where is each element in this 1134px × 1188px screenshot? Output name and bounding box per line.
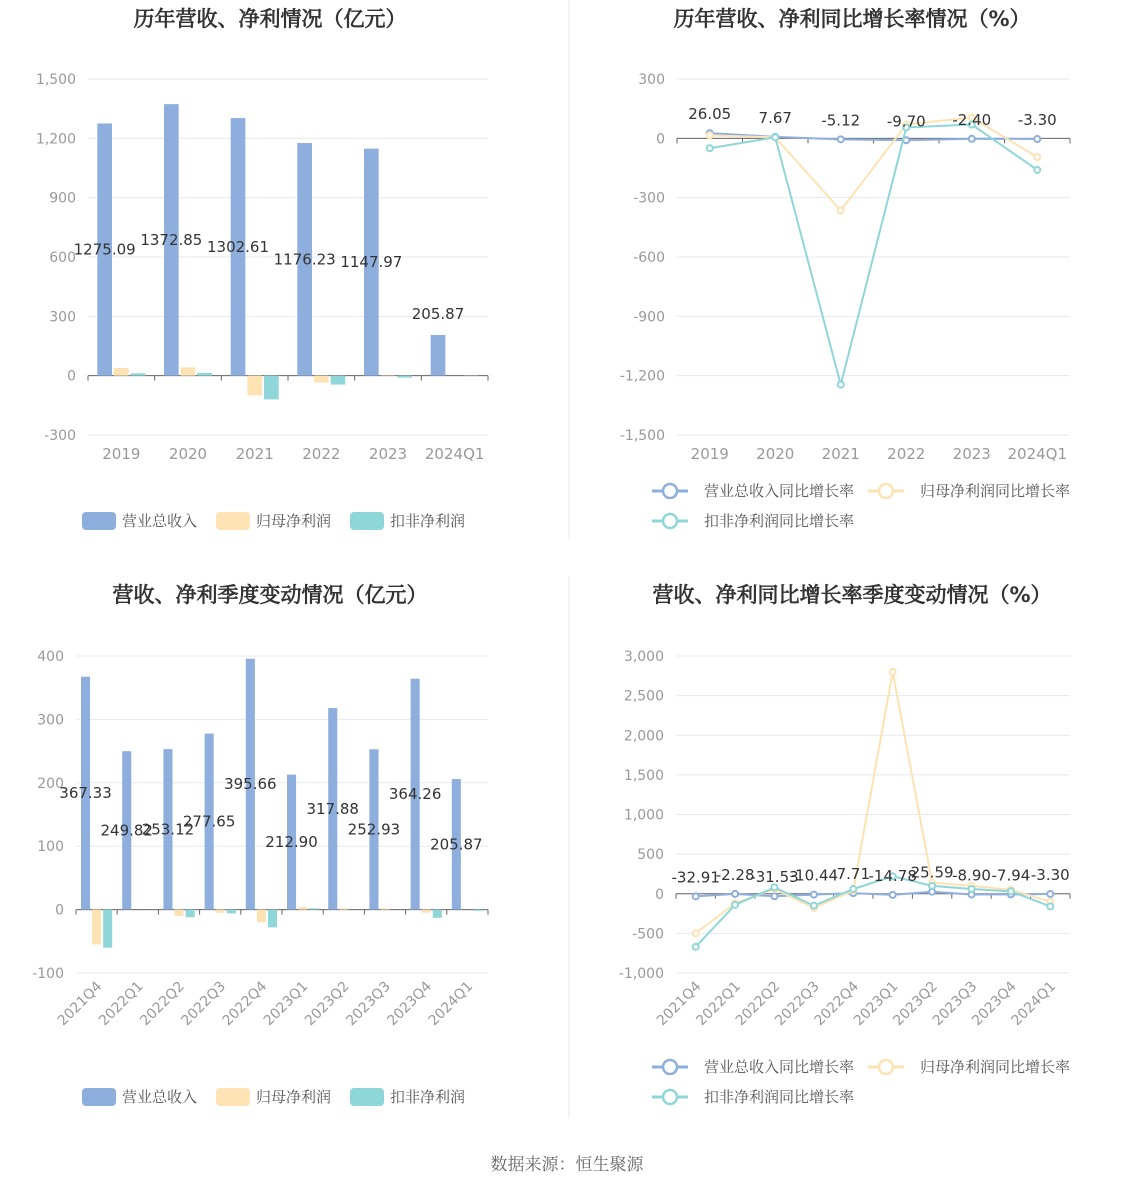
x-tick-label: 2023Q2 <box>302 978 353 1030</box>
y-tick-label: -1,000 <box>618 966 664 982</box>
x-tick-label: 2023Q1 <box>850 978 902 1030</box>
y-tick-label: 2,500 <box>623 688 664 705</box>
series-line <box>696 876 1051 947</box>
bar <box>92 910 101 945</box>
y-tick-label: 100 <box>37 839 64 856</box>
series-point <box>969 136 975 142</box>
y-tick-label: 300 <box>37 712 64 729</box>
series-point <box>1047 903 1053 909</box>
legend-label: 扣非净利润 <box>390 512 466 530</box>
y-tick-label: 0 <box>55 902 64 919</box>
legend-label: 扣非净利润同比增长率 <box>704 512 855 530</box>
y-tick-label: 0 <box>655 886 664 903</box>
x-tick-label: 2023Q4 <box>969 978 1020 1030</box>
bar <box>216 910 225 913</box>
y-tick-label: 900 <box>49 190 76 207</box>
series-point <box>929 883 935 889</box>
chart-title: 营收、净利季度变动情况（亿元） <box>112 583 428 607</box>
x-tick-label: 2023Q2 <box>890 978 941 1030</box>
point-value-label: -9.70 <box>886 112 926 131</box>
y-tick-label: 300 <box>49 309 76 326</box>
bar <box>380 908 389 909</box>
series-point <box>838 382 844 388</box>
x-tick-label: 2024Q1 <box>424 445 485 463</box>
data-source: 数据来源：恒生聚源 <box>490 1155 644 1175</box>
point-value-label: -10.44 <box>789 866 839 885</box>
y-tick-label: 0 <box>67 368 76 385</box>
bar <box>397 376 412 378</box>
x-tick-label: 2022Q4 <box>811 978 863 1030</box>
series-point <box>890 892 896 898</box>
bar-value-label: 205.87 <box>430 835 483 854</box>
bar <box>474 910 483 911</box>
point-value-label: -5.12 <box>821 111 861 130</box>
bar <box>268 910 277 928</box>
bar-value-label: 277.65 <box>182 812 236 831</box>
bar-value-label: 1147.97 <box>340 253 403 272</box>
x-tick-label: 2023 <box>368 445 408 463</box>
bar <box>186 910 195 918</box>
y-tick-label: 0 <box>656 131 665 148</box>
series-point <box>1034 167 1040 173</box>
point-value-label: 7.67 <box>758 108 792 127</box>
series-point <box>850 886 856 892</box>
y-tick-label: 1,200 <box>35 131 76 148</box>
legend-label: 营业总收入同比增长率 <box>704 482 855 500</box>
x-tick-label: 2021 <box>235 445 274 463</box>
bar <box>131 373 146 375</box>
point-value-label: -7.94 <box>991 866 1031 885</box>
legend-swatch <box>879 484 893 498</box>
legend-label: 归母净利润同比增长率 <box>920 482 1071 500</box>
legend-swatch <box>216 512 250 530</box>
x-tick-label: 2024Q1 <box>425 978 477 1030</box>
y-tick-label: -1,500 <box>619 428 665 444</box>
legend-swatch <box>350 1088 384 1106</box>
bar <box>181 367 196 375</box>
y-tick-label: 600 <box>49 250 76 266</box>
y-tick-label: -500 <box>632 926 664 943</box>
bar <box>331 376 346 385</box>
series-point <box>693 930 699 936</box>
x-tick-label: 2022 <box>302 445 341 463</box>
bar-value-label: 249.82 <box>100 821 153 840</box>
series-point <box>1034 136 1040 142</box>
legend-swatch <box>663 484 677 498</box>
legend-label: 扣非净利润同比增长率 <box>704 1088 855 1106</box>
bar-value-label: 1275.09 <box>73 240 136 259</box>
x-tick-label: 2022Q2 <box>137 978 188 1030</box>
bar-value-label: 1302.61 <box>206 237 270 256</box>
x-tick-label: 2024Q1 <box>1008 978 1060 1030</box>
series-point <box>838 208 844 214</box>
bar <box>227 910 236 914</box>
point-value-label: 25.59 <box>910 863 954 882</box>
y-tick-label: 400 <box>37 649 64 665</box>
y-tick-label: 1,500 <box>623 767 664 784</box>
bar-value-label: 395.66 <box>224 775 277 794</box>
legend-swatch <box>216 1088 250 1106</box>
x-tick-label: 2019 <box>102 445 141 463</box>
x-tick-label: 2022 <box>887 445 926 463</box>
bar <box>314 376 329 383</box>
bar-value-label: 205.87 <box>411 304 465 323</box>
bar <box>257 910 266 923</box>
bar <box>298 907 307 910</box>
point-value-label: -2.40 <box>952 110 992 129</box>
bar-value-label: 367.33 <box>59 784 112 803</box>
legend-label: 营业总收入同比增长率 <box>704 1058 855 1076</box>
series-point <box>811 903 817 909</box>
x-tick-label: 2023 <box>952 445 991 463</box>
x-tick-label: 2023Q3 <box>343 978 394 1030</box>
series-line <box>710 124 1038 384</box>
x-tick-label: 2022Q2 <box>732 978 784 1030</box>
x-tick-label: 2021Q4 <box>653 978 705 1030</box>
bar-value-label: 212.90 <box>265 833 318 852</box>
legend-swatch <box>879 1060 893 1074</box>
legend-label: 营业总收入 <box>122 512 198 530</box>
legend-swatch <box>663 1090 677 1104</box>
legend-swatch <box>82 512 116 530</box>
x-tick-label: 2024Q1 <box>1007 445 1068 463</box>
legend-label: 扣非净利润 <box>390 1088 466 1106</box>
bar <box>264 376 279 400</box>
x-tick-label: 2023Q4 <box>384 978 436 1030</box>
x-tick-label: 2023Q3 <box>929 978 981 1030</box>
y-tick-label: 2,000 <box>623 728 664 745</box>
x-tick-label: 2021Q4 <box>54 978 106 1030</box>
legend-swatch <box>82 1088 116 1106</box>
x-tick-label: 2020 <box>756 445 795 463</box>
y-tick-label: 200 <box>37 775 64 792</box>
point-value-label: -31.53 <box>750 868 799 887</box>
bar <box>197 373 212 376</box>
bar <box>247 376 262 396</box>
series-point <box>969 886 975 892</box>
point-value-label: -32.91 <box>671 868 720 887</box>
point-value-label: 7.71 <box>836 865 871 884</box>
series-point <box>693 944 699 950</box>
y-tick-label: 300 <box>638 72 665 88</box>
point-value-label: 26.05 <box>688 105 732 124</box>
series-point <box>1008 888 1014 894</box>
chart-title: 历年营收、净利情况（亿元） <box>133 7 407 31</box>
legend-swatch <box>350 512 384 530</box>
bar-value-label: 1372.85 <box>140 230 203 249</box>
bar-value-label: 1176.23 <box>273 250 336 269</box>
series-point <box>811 892 817 898</box>
series-line <box>710 118 1038 211</box>
series-point <box>1047 891 1053 897</box>
series-point <box>890 669 896 675</box>
x-tick-label: 2022Q3 <box>772 978 823 1030</box>
bar <box>339 908 348 909</box>
x-tick-label: 2021 <box>821 445 860 463</box>
bar-value-label: 253.12 <box>141 820 195 839</box>
bar-value-label: 252.93 <box>347 820 401 839</box>
point-value-label: -3.30 <box>1030 866 1070 885</box>
point-value-label: -2.28 <box>715 865 755 884</box>
bar-value-label: 317.88 <box>306 799 359 818</box>
y-tick-label: 1,000 <box>623 807 664 824</box>
legend-label: 营业总收入 <box>122 1088 198 1106</box>
x-tick-label: 2022Q1 <box>693 978 744 1030</box>
chart-title: 历年营收、净利同比增长率情况（%） <box>673 7 1031 31</box>
y-tick-label: -1,200 <box>619 368 665 385</box>
x-tick-label: 2022Q1 <box>96 978 147 1030</box>
legend-label: 归母净利润同比增长率 <box>920 1058 1071 1076</box>
bar <box>103 910 112 948</box>
y-tick-label: 500 <box>637 847 664 864</box>
x-tick-label: 2023Q1 <box>260 978 312 1030</box>
y-tick-label: -300 <box>633 190 665 207</box>
bar-value-label: 364.26 <box>388 785 442 804</box>
series-point <box>732 891 738 897</box>
legend-label: 归母净利润 <box>256 1088 332 1106</box>
point-value-label: -8.90 <box>952 866 991 885</box>
y-tick-label: -300 <box>44 428 76 444</box>
series-point <box>772 134 778 140</box>
series-point <box>693 893 699 899</box>
y-tick-label: 3,000 <box>623 649 664 665</box>
series-point <box>732 902 738 908</box>
bar <box>433 910 442 918</box>
series-point <box>707 145 713 151</box>
x-tick-label: 2019 <box>690 445 729 463</box>
legend-swatch <box>663 514 677 528</box>
series-point <box>707 132 713 138</box>
point-value-label: -3.30 <box>1017 110 1057 129</box>
bar <box>309 908 318 909</box>
x-tick-label: 2022Q3 <box>178 978 230 1030</box>
point-value-label: -14.78 <box>868 866 917 885</box>
x-tick-label: 2020 <box>168 445 208 463</box>
y-tick-label: -900 <box>633 309 665 326</box>
legend-swatch <box>663 1060 677 1074</box>
series-point <box>838 136 844 142</box>
y-tick-label: -600 <box>633 250 665 266</box>
bar <box>174 910 183 916</box>
bar <box>422 910 431 913</box>
x-tick-label: 2022Q4 <box>219 978 271 1030</box>
y-tick-label: -100 <box>32 966 64 982</box>
y-tick-label: 1,500 <box>35 72 76 88</box>
chart-title: 营收、净利同比增长率季度变动情况（%） <box>652 583 1052 607</box>
bar <box>431 335 446 376</box>
series-point <box>772 893 778 899</box>
legend-label: 归母净利润 <box>256 512 332 530</box>
series-point <box>1034 154 1040 160</box>
bar <box>114 368 129 376</box>
